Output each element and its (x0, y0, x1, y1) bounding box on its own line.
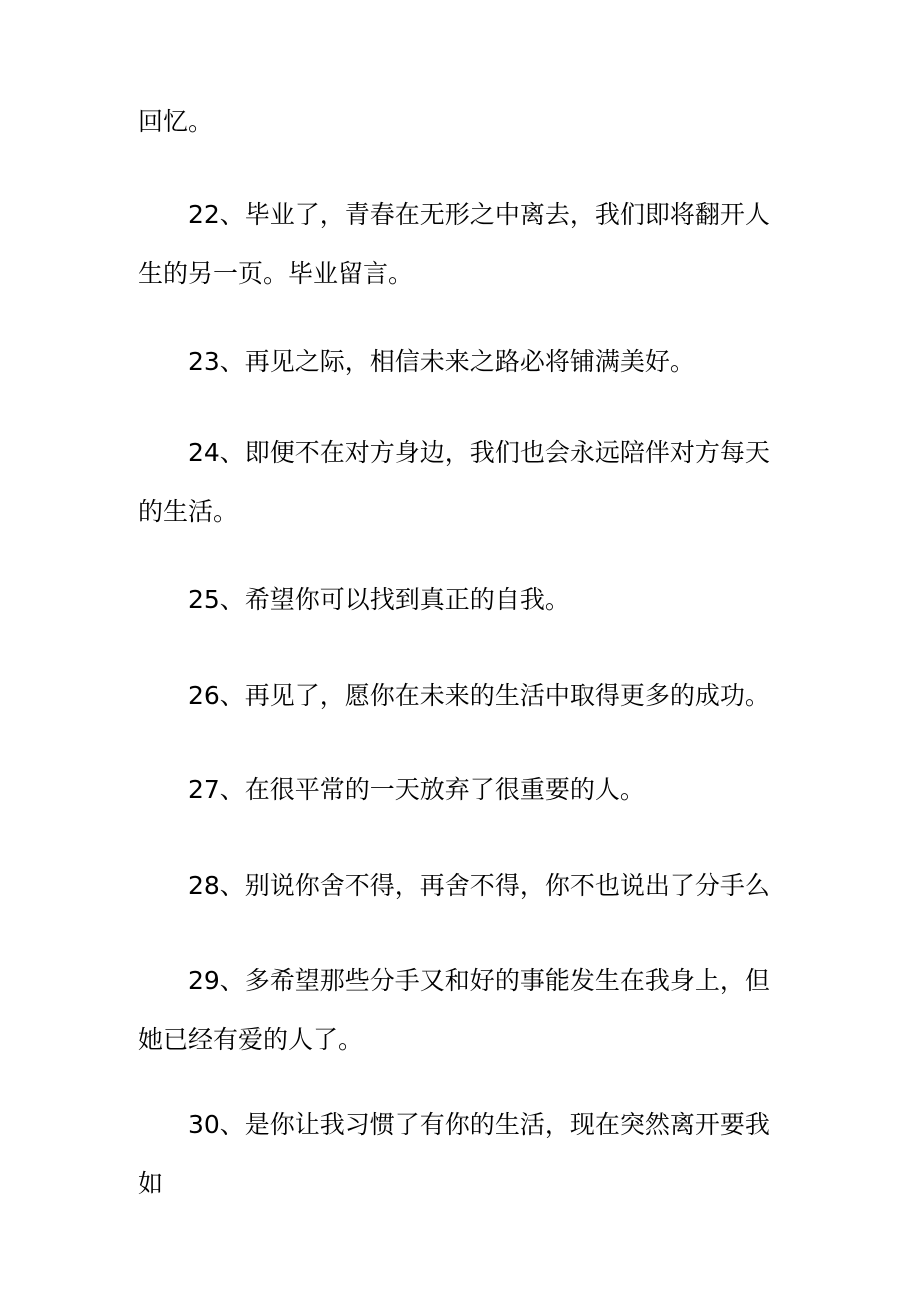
paragraph-28: 28、别说你舍不得，再舍不得，你不也说出了分手么 (188, 871, 770, 900)
paragraph-27: 27、在很平常的一天放弃了很重要的人。 (188, 775, 645, 804)
paragraph-29: 29、多希望那些分手又和好的事能发生在我身上，但她已经有爱的人了。 (138, 966, 770, 1054)
paragraph-30: 30、是你让我习惯了有你的生活，现在突然离开要我如 (138, 1110, 770, 1198)
paragraph-26: 26、再见了，愿你在未来的生活中取得更多的成功。 (188, 681, 770, 710)
paragraph-22: 22、毕业了，青春在无形之中离去，我们即将翻开人生的另一页。毕业留言。 (138, 200, 770, 288)
paragraph-23: 23、再见之际，相信未来之路必将铺满美好。 (188, 347, 695, 376)
paragraph-continuation: 回忆。 (138, 107, 214, 136)
paragraph-24: 24、即便不在对方身边，我们也会永远陪伴对方每天的生活。 (138, 438, 770, 526)
paragraph-25: 25、希望你可以找到真正的自我。 (188, 585, 570, 614)
